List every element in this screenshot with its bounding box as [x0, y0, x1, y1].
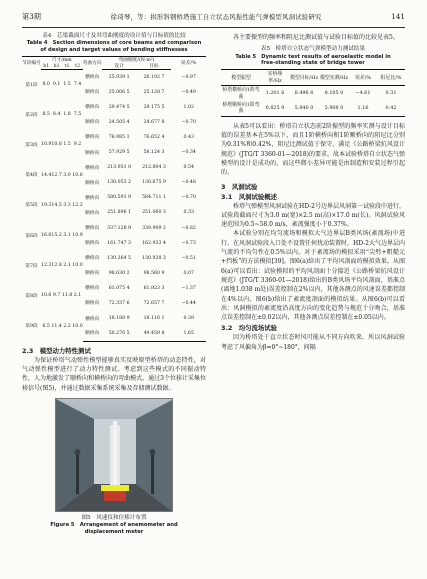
table-cell: 0.33 — [183, 210, 194, 216]
table-cell: 第8段 — [25, 293, 38, 299]
section-3-1-para2: 本试验分别在均匀流场和模拟大气边界层B类风场(紊流场)中进行。在风洞试验段入口处不设置任何扰动装置时，HD-2大气边界层内气流的不均匀性在0.5%以内，对于紊流场的模拟采用“尖劈+粗糙元+挡板”的方法模拟[39]。图6(a)给出了平均风剖面的模拟效果。从图6(a)可以看出：试验模拟的平均风剖面十分接近《公路桥梁抗风设计规范》(JTG/T 3360-01—2018)给出的B类风场平均风剖面，基准点(离地1.038 m处)误差控制在2%以内，其他各测点的风速误差都控制在4%以内。图6(b)给出了紊流度剖面的模拟结果。从图6(b)可以看出：风洞模拟的紊流度沿高度方向的变化趋势与规范十分吻合，基准点误差控制在±0.02以内，其他各测点误差控制在±0.05以内。 — [221, 230, 406, 322]
table-cell: 顺桥向 — [85, 210, 100, 216]
table-cell: 8.4 — [52, 112, 61, 118]
table-cell: −1.37 — [181, 285, 196, 291]
table-cell: 2.1 — [73, 293, 82, 299]
table-cell: 3.3 — [63, 202, 71, 208]
table-cell: 29.175 5 — [143, 104, 165, 110]
table-cell: 10.6 — [72, 172, 83, 178]
table-cell: 251.896 1 — [107, 210, 132, 216]
table-cell: −0.48 — [181, 180, 196, 186]
header-rule — [22, 27, 405, 28]
table-cell: −0.70 — [181, 119, 196, 125]
table-cell: 顺桥向 — [85, 241, 100, 247]
table-cell: 11.8 — [61, 293, 73, 299]
table-cell: 25.128 7 — [143, 89, 165, 95]
table-cell: 9.2 — [73, 142, 82, 148]
table-cell: 横桥向 — [85, 256, 100, 262]
table-cell: 76.652 4 — [143, 134, 165, 140]
table-cell: 212.804 3 — [142, 165, 166, 171]
table-cell: 5.840 0 — [289, 101, 319, 116]
right-column — [221, 33, 405, 352]
table-cell: 8.496 6 — [294, 90, 314, 97]
table-cell: 第3段 — [25, 142, 38, 148]
table-cell: 61.923 3 — [143, 285, 165, 291]
table-row — [22, 251, 206, 266]
table-cell: 12.2 — [72, 202, 83, 208]
table-cell: 横桥向 — [85, 135, 100, 141]
table-cell: 1.65 — [171, 326, 206, 341]
table-row — [22, 100, 206, 115]
table-cell: 0.43 — [183, 134, 194, 140]
table-cell: 1.5 — [63, 82, 71, 88]
t5-th-target: 模型目标/Hz — [289, 70, 319, 86]
table-cell: 0.07 — [183, 270, 194, 276]
table-row — [22, 160, 206, 175]
table-cell: 2.1 — [63, 263, 71, 269]
th-dims: 尺寸/mm — [41, 57, 83, 64]
section-3-2-para: 因为桥塔处于直立状态时风可能从不同方向吹来，所以风洞试验考虑了风偏角为β=0°~180°，间隔 — [221, 334, 405, 351]
table-cell: 72.337 6 — [108, 300, 130, 306]
table-cell: −0.49 — [181, 89, 196, 95]
table-cell: 0.54 — [183, 165, 194, 171]
table-cell: 9.1 — [52, 82, 61, 88]
table-cell: −0.97 — [181, 74, 196, 80]
table4-caption-en-1: Table 4 Section dimensions of core beams and comparison — [26, 40, 202, 47]
table-cell: 337.128 9 — [107, 225, 132, 231]
table-cell: 25.006 5 — [108, 89, 130, 95]
figure5-photo — [55, 398, 173, 512]
th-t1: t1 — [62, 63, 72, 70]
table-cell: −4.61 — [355, 90, 371, 97]
table-row — [22, 220, 206, 235]
table-cell: 顺桥向 — [83, 326, 102, 341]
table-cell: 7.4 — [73, 82, 82, 88]
table-cell: 1.5 — [63, 142, 71, 148]
table-cell: 横桥向 — [85, 195, 100, 201]
section-3-1-para1: 桥塔气弹模型风洞试验在HD-2号边界层风洞第一试验段中进行，试验段截面尺寸为3.0 m(宽)×2.5 m(高)×17.0 m(长)。风洞试验风速范围为0.5~58.0 m/s，紊流强度小于0.37%。 — [221, 202, 406, 229]
table-cell: 10.6 — [40, 293, 52, 299]
table-cell: 61.075 4 — [108, 285, 130, 291]
running-title: 徐琦琴，等：拱形斜钢桥塔施工自立状态风振性能气弹模型风洞试验研究 — [110, 13, 322, 21]
table-cell: 12.8 — [51, 263, 62, 269]
table-cell: −0.51 — [181, 255, 196, 261]
page-header — [22, 12, 405, 26]
table-cell: −0.44 — [181, 300, 196, 306]
table-cell: 3.0 — [63, 172, 71, 178]
table-row — [221, 86, 405, 101]
table-cell: 2.2 — [63, 323, 71, 329]
table5-caption-cn: 表5 桥塔自立状态气弹模型动力测试结果 — [260, 46, 366, 53]
th-design: 设计 — [102, 63, 137, 70]
table-row — [22, 311, 206, 326]
table-cell: 16.6 — [40, 233, 52, 239]
t5-th-measured: 模型实测/Hz — [319, 70, 349, 86]
table-cell: 14.5 — [51, 202, 62, 208]
table4-caption-cn: 表4 芯梁截面尺寸及其弯曲刚度的设计值与目标值的比较 — [42, 33, 186, 39]
table-cell: 横桥向 — [85, 286, 100, 292]
table-cell: 第1段 — [25, 82, 38, 88]
table-cell: 10.0 — [72, 263, 83, 269]
table-cell: 顺桥向 — [85, 90, 100, 96]
table-cell: 横桥向 — [85, 226, 100, 231]
table-cell: 18.188 9 — [108, 316, 130, 322]
left-column — [22, 33, 206, 535]
table-cell: −0.34 — [181, 150, 196, 156]
figure5-caption-en-2: displacement meter — [84, 528, 144, 535]
th-h1: h1 — [51, 63, 61, 70]
table-cell: −0.82 — [181, 225, 196, 231]
table5-caption-en-2: free-standing state of bridge tower — [261, 59, 365, 66]
th-segment: 节段编号 — [22, 57, 41, 70]
table-cell: 第5段 — [25, 203, 38, 209]
t5-th-real: 实桥频率/Hz — [261, 70, 289, 86]
table-cell: 10.0 — [72, 323, 83, 329]
table-cell: 12.7 — [51, 172, 62, 178]
table-cell: 14.4 — [40, 172, 52, 178]
table-cell: 15.2 — [51, 233, 62, 239]
table-cell: 0.42 — [377, 101, 405, 116]
table-cell: 11.4 — [51, 323, 62, 329]
table-cell: 第4段 — [25, 173, 38, 179]
table-cell: 8.0 — [42, 82, 50, 88]
table-cell: 0.31 — [385, 90, 397, 97]
table-cell: 横桥向 — [85, 316, 100, 322]
th-stiffness: 弯曲刚度/(N·m²) — [102, 57, 172, 64]
issue-number: 第3期 — [22, 12, 41, 21]
table-cell: 横桥向 — [85, 105, 100, 111]
figure5-caption-en-1: Figure 5 Arrangement of anemometer and — [50, 522, 178, 529]
table-row — [22, 190, 206, 205]
table-cell: 130.053 2 — [107, 180, 132, 186]
table-cell: −0.70 — [181, 195, 196, 201]
table-cell: 50.276 5 — [102, 326, 137, 341]
table-cell: 49.459 8 — [137, 326, 172, 341]
table-cell: 10.9 — [40, 142, 52, 148]
table-cell: 6.5 — [42, 323, 50, 329]
th-t2: t2 — [72, 63, 82, 70]
table4-body — [22, 70, 206, 342]
figure5-caption-cn: 图5 风速仪和位移计布置 — [81, 514, 147, 521]
wind-tunnel-photo-icon — [56, 399, 173, 512]
table-cell: 29.474 5 — [108, 104, 130, 110]
table-cell: 130.675 9 — [142, 180, 166, 186]
table4 — [22, 56, 206, 342]
table-cell: 横桥向 — [85, 75, 100, 81]
section-3-2-heading: 3.2 均匀流场试验 — [221, 324, 278, 333]
table-cell: 57.929 5 — [108, 150, 130, 156]
table-row — [22, 281, 206, 296]
table-cell: 130.928 3 — [142, 255, 166, 261]
table-cell: 162.933 4 — [142, 240, 166, 246]
table-cell: 213.951 0 — [107, 165, 132, 171]
table-cell: 19.3 — [40, 202, 52, 208]
table-cell: 第9段 — [25, 324, 38, 330]
table-cell: 12.3 — [40, 263, 52, 269]
table-cell: 8.5 — [42, 112, 50, 118]
th-b1: b1 — [41, 63, 51, 70]
table-cell: 130.264 5 — [107, 255, 132, 261]
table-cell: −0.73 — [181, 240, 196, 246]
table-cell: 72.657 7 — [143, 300, 165, 306]
table-cell: 桥塔横桥向1阶弯曲 — [222, 87, 260, 100]
table-cell: 1.8 — [63, 112, 71, 118]
page-number: 141 — [391, 12, 405, 21]
table-cell: 1.16 — [349, 101, 377, 116]
table-cell: 0.825 9 — [261, 101, 289, 116]
table-row — [221, 101, 405, 116]
table-cell: 58.124 3 — [143, 150, 165, 156]
table-cell: 24.677 8 — [143, 119, 165, 125]
table5-intro: 各主要振型的频率和阻尼比测试值与试验目标值的比较见表5。 — [233, 34, 399, 41]
table-cell: 7.5 — [73, 112, 82, 118]
th-dir: 弯曲方向 — [83, 57, 102, 70]
table-cell: 98.630 2 — [108, 270, 130, 276]
th-error: 误差/% — [171, 57, 206, 70]
table5 — [221, 69, 405, 116]
table-cell: 98.560 9 — [143, 270, 165, 276]
table-cell: 第6段 — [25, 233, 38, 239]
table-cell: 0.39 — [183, 316, 194, 322]
section-2-3-heading: 2.3 模型动力特性测试 — [22, 346, 91, 355]
table-cell: 24.505 4 — [108, 119, 130, 125]
t5-th-mode: 模型振型 — [221, 70, 261, 86]
t5-th-damping: 阻尼比/% — [377, 70, 405, 86]
table-cell: 顺桥向 — [85, 120, 100, 126]
table-cell: 1.201 6 — [265, 90, 285, 97]
table-row — [22, 70, 206, 85]
table-cell: 76.985 1 — [108, 134, 130, 140]
table-cell: 580.591 9 — [107, 195, 132, 201]
table-cell: 桥塔顺桥向1阶弯曲 — [222, 101, 260, 115]
table-cell: 顺桥向 — [85, 301, 100, 307]
table-row — [22, 130, 206, 145]
table-cell: 10.9 — [72, 233, 83, 239]
section-3-heading: 3 风洞试验 — [221, 182, 258, 191]
table-cell: 顺桥向 — [85, 271, 100, 277]
table5-discussion: 从表5可以看出：桥塔自立状态前2阶振型的频率实测与设计目标值的误差基本在5%以下，而且1阶横桥向和1阶顺桥向的阻尼比分别为0.31%和0.42%，阻尼比测试值于保守，满足《公路桥梁抗风设计规范》(JTG/T 3360-01—2018)的要求，故本试验桥塔自立状态气弹模型的设计是成功的，而这些微小差异可能是由制造和安装过程引起的。 — [221, 122, 406, 177]
table-cell: 3.1 — [63, 233, 71, 239]
t5-th-error: 误差/% — [349, 70, 377, 86]
table-cell: 8.105 0 — [324, 90, 344, 97]
table4-caption-en-2: of design and target values of bending stiffnesses — [40, 46, 188, 53]
table-cell: 25.939 1 — [108, 74, 130, 80]
table5-caption-en-1: Table 5 Dynamic test results of aeroelastic model in — [235, 53, 391, 60]
section-3-1-heading: 3.1 风洞试验概述 — [221, 192, 278, 201]
table-cell: 第7段 — [25, 263, 38, 269]
table-cell: 第2段 — [25, 112, 38, 118]
table-cell: 10.8 — [51, 142, 62, 148]
table-cell: 26.192 7 — [143, 74, 165, 80]
table-cell: 1.02 — [183, 104, 194, 110]
table-cell: 顺桥向 — [85, 150, 100, 156]
table-cell: 161.747 3 — [107, 240, 132, 246]
table-cell: 顺桥向 — [85, 180, 100, 186]
section-2-3-paragraph: 为保证桥塔气动弹性模型能够真实反映原型桥塔的动态特性，对气动弹性模型进行了动力特性测试。考虑到这些模式的不同振动特性，人为地激发了顺桥向和横桥向的弯曲模式。通过3个位移计采集位移信号(图5)，并通过数据采集系统采集及存储测试数据。 — [22, 356, 206, 392]
table-cell: 18.116 1 — [143, 316, 165, 322]
table-cell: 5.908 0 — [319, 101, 349, 116]
table-cell: 584.711 1 — [142, 195, 166, 201]
th-target: 目标 — [137, 63, 172, 70]
table-cell: 251.060 3 — [142, 210, 166, 216]
table-cell: 横桥向 — [85, 165, 100, 171]
table-cell: 339.909 2 — [142, 225, 166, 231]
table-cell: 9.7 — [52, 293, 61, 299]
